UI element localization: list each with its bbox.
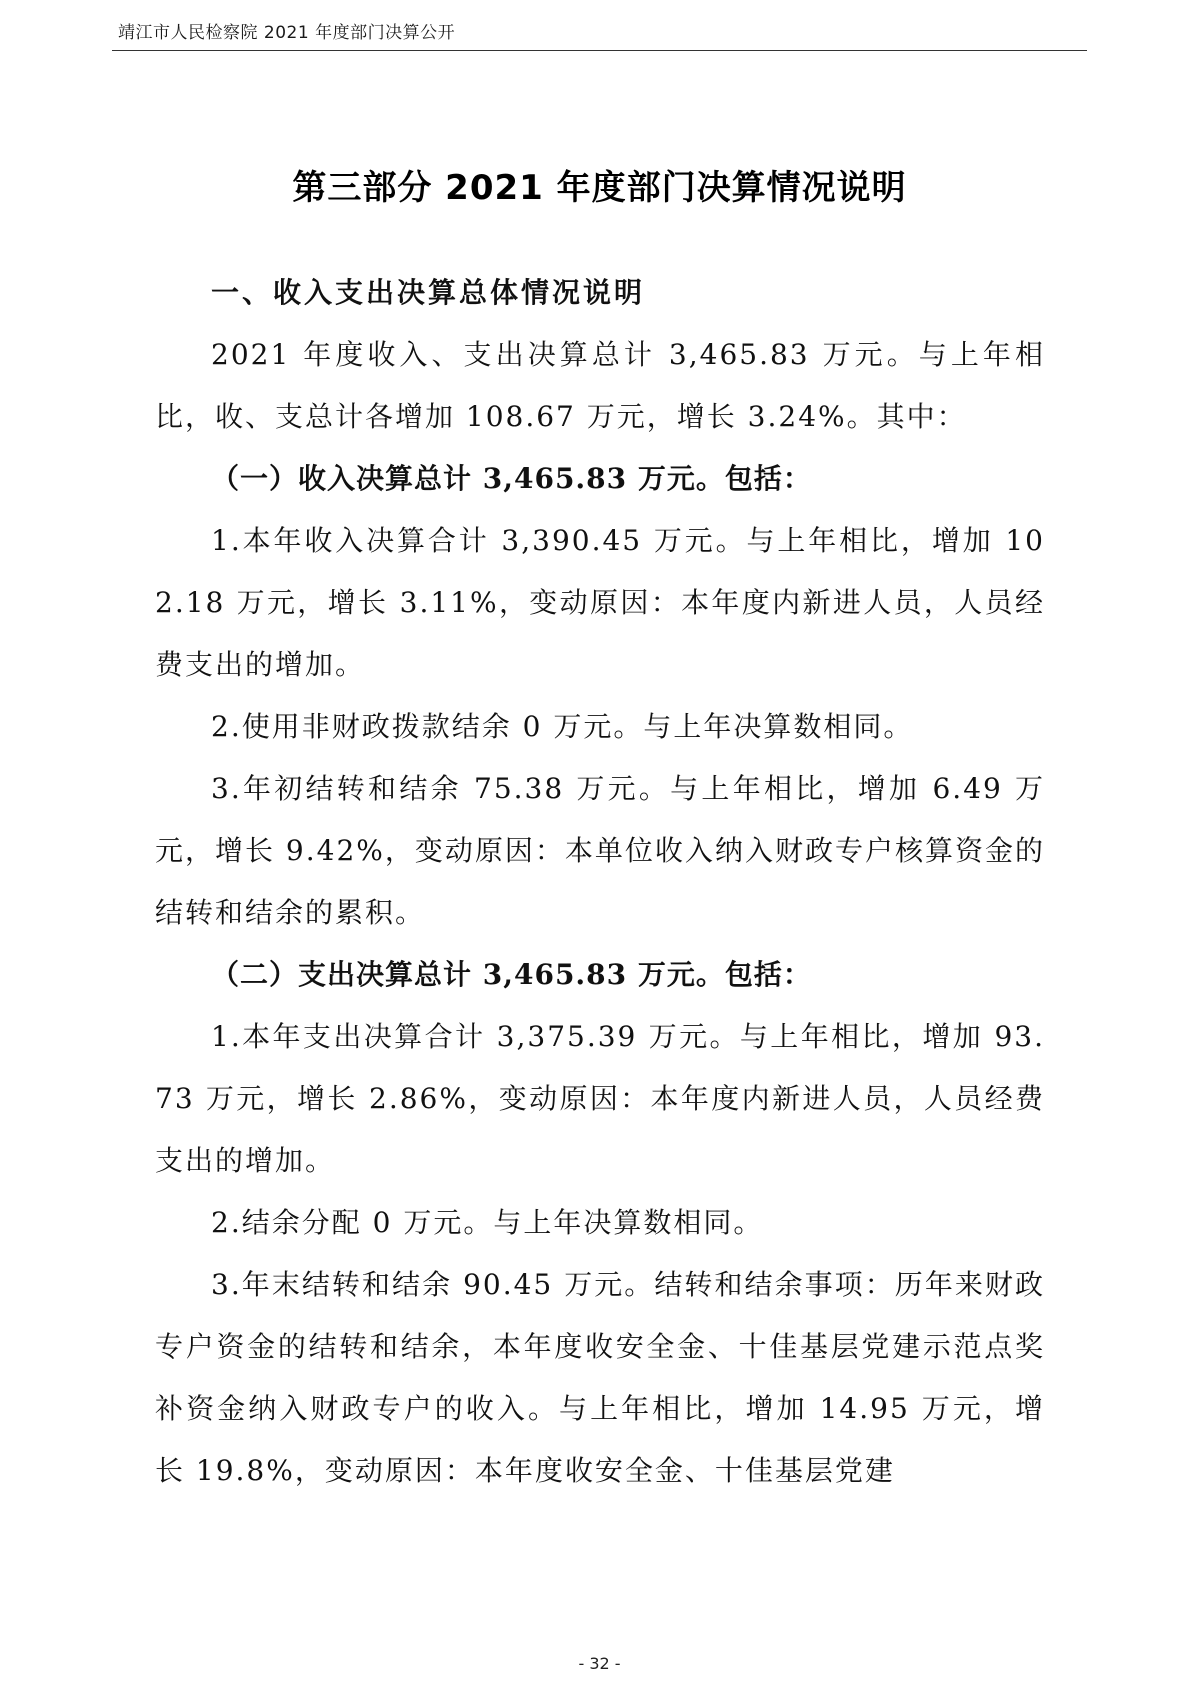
expense-item-2: 2.结余分配 0 万元。与上年决算数相同。 — [211, 1206, 764, 1239]
income-item-1: 1.本年收入决算合计 3,390.45 万元。与上年相比，增加 102.18 万元，增长 3.11%，变动原因：本年度内新进人员，人员经费支出的增加。 — [155, 524, 1045, 681]
intro-paragraph: 2021 年度收入、支出决算总计 3,465.83 万元。与上年相比，收、支总计各增加 108.67 万元，增长 3.24%。其中： — [155, 338, 1045, 433]
income-item-3: 3.年初结转和结余 75.38 万元。与上年相比，增加 6.49 万元，增长 9.42%，变动原因：本单位收入纳入财政专户核算资金的结转和结余的累积。 — [155, 772, 1045, 929]
income-item-2: 2.使用非财政拨款结余 0 万元。与上年决算数相同。 — [211, 710, 914, 743]
page-title: 第三部分 2021 年度部门决算情况说明 — [292, 168, 907, 208]
expense-item-3: 3.年末结转和结余 90.45 万元。结转和结余事项：历年来财政专户资金的结转和结余，本年度收安全金、十佳基层党建示范点奖补资金纳入财政专户的收入。与上年相比，增加 14.95 万元，增长 19.8%，变动原因：本年度收安全金、十佳基层党建 — [155, 1268, 1045, 1487]
header-divider — [112, 50, 1087, 51]
income-heading: （一）收入决算总计 3,465.83 万元。包括： — [211, 462, 812, 495]
expense-item-1: 1.本年支出决算合计 3,375.39 万元。与上年相比，增加 93.73 万元，增长 2.86%，变动原因：本年度内新进人员，人员经费支出的增加。 — [155, 1020, 1045, 1177]
running-header: 靖江市人民检察院 2021 年度部门决算公开 — [118, 23, 456, 43]
page-number: - 32 - — [578, 1654, 621, 1673]
document-body — [155, 262, 1045, 1502]
section-heading: 一、收入支出决算总体情况说明 — [211, 276, 646, 309]
expense-heading: （二）支出决算总计 3,465.83 万元。包括： — [211, 958, 812, 991]
